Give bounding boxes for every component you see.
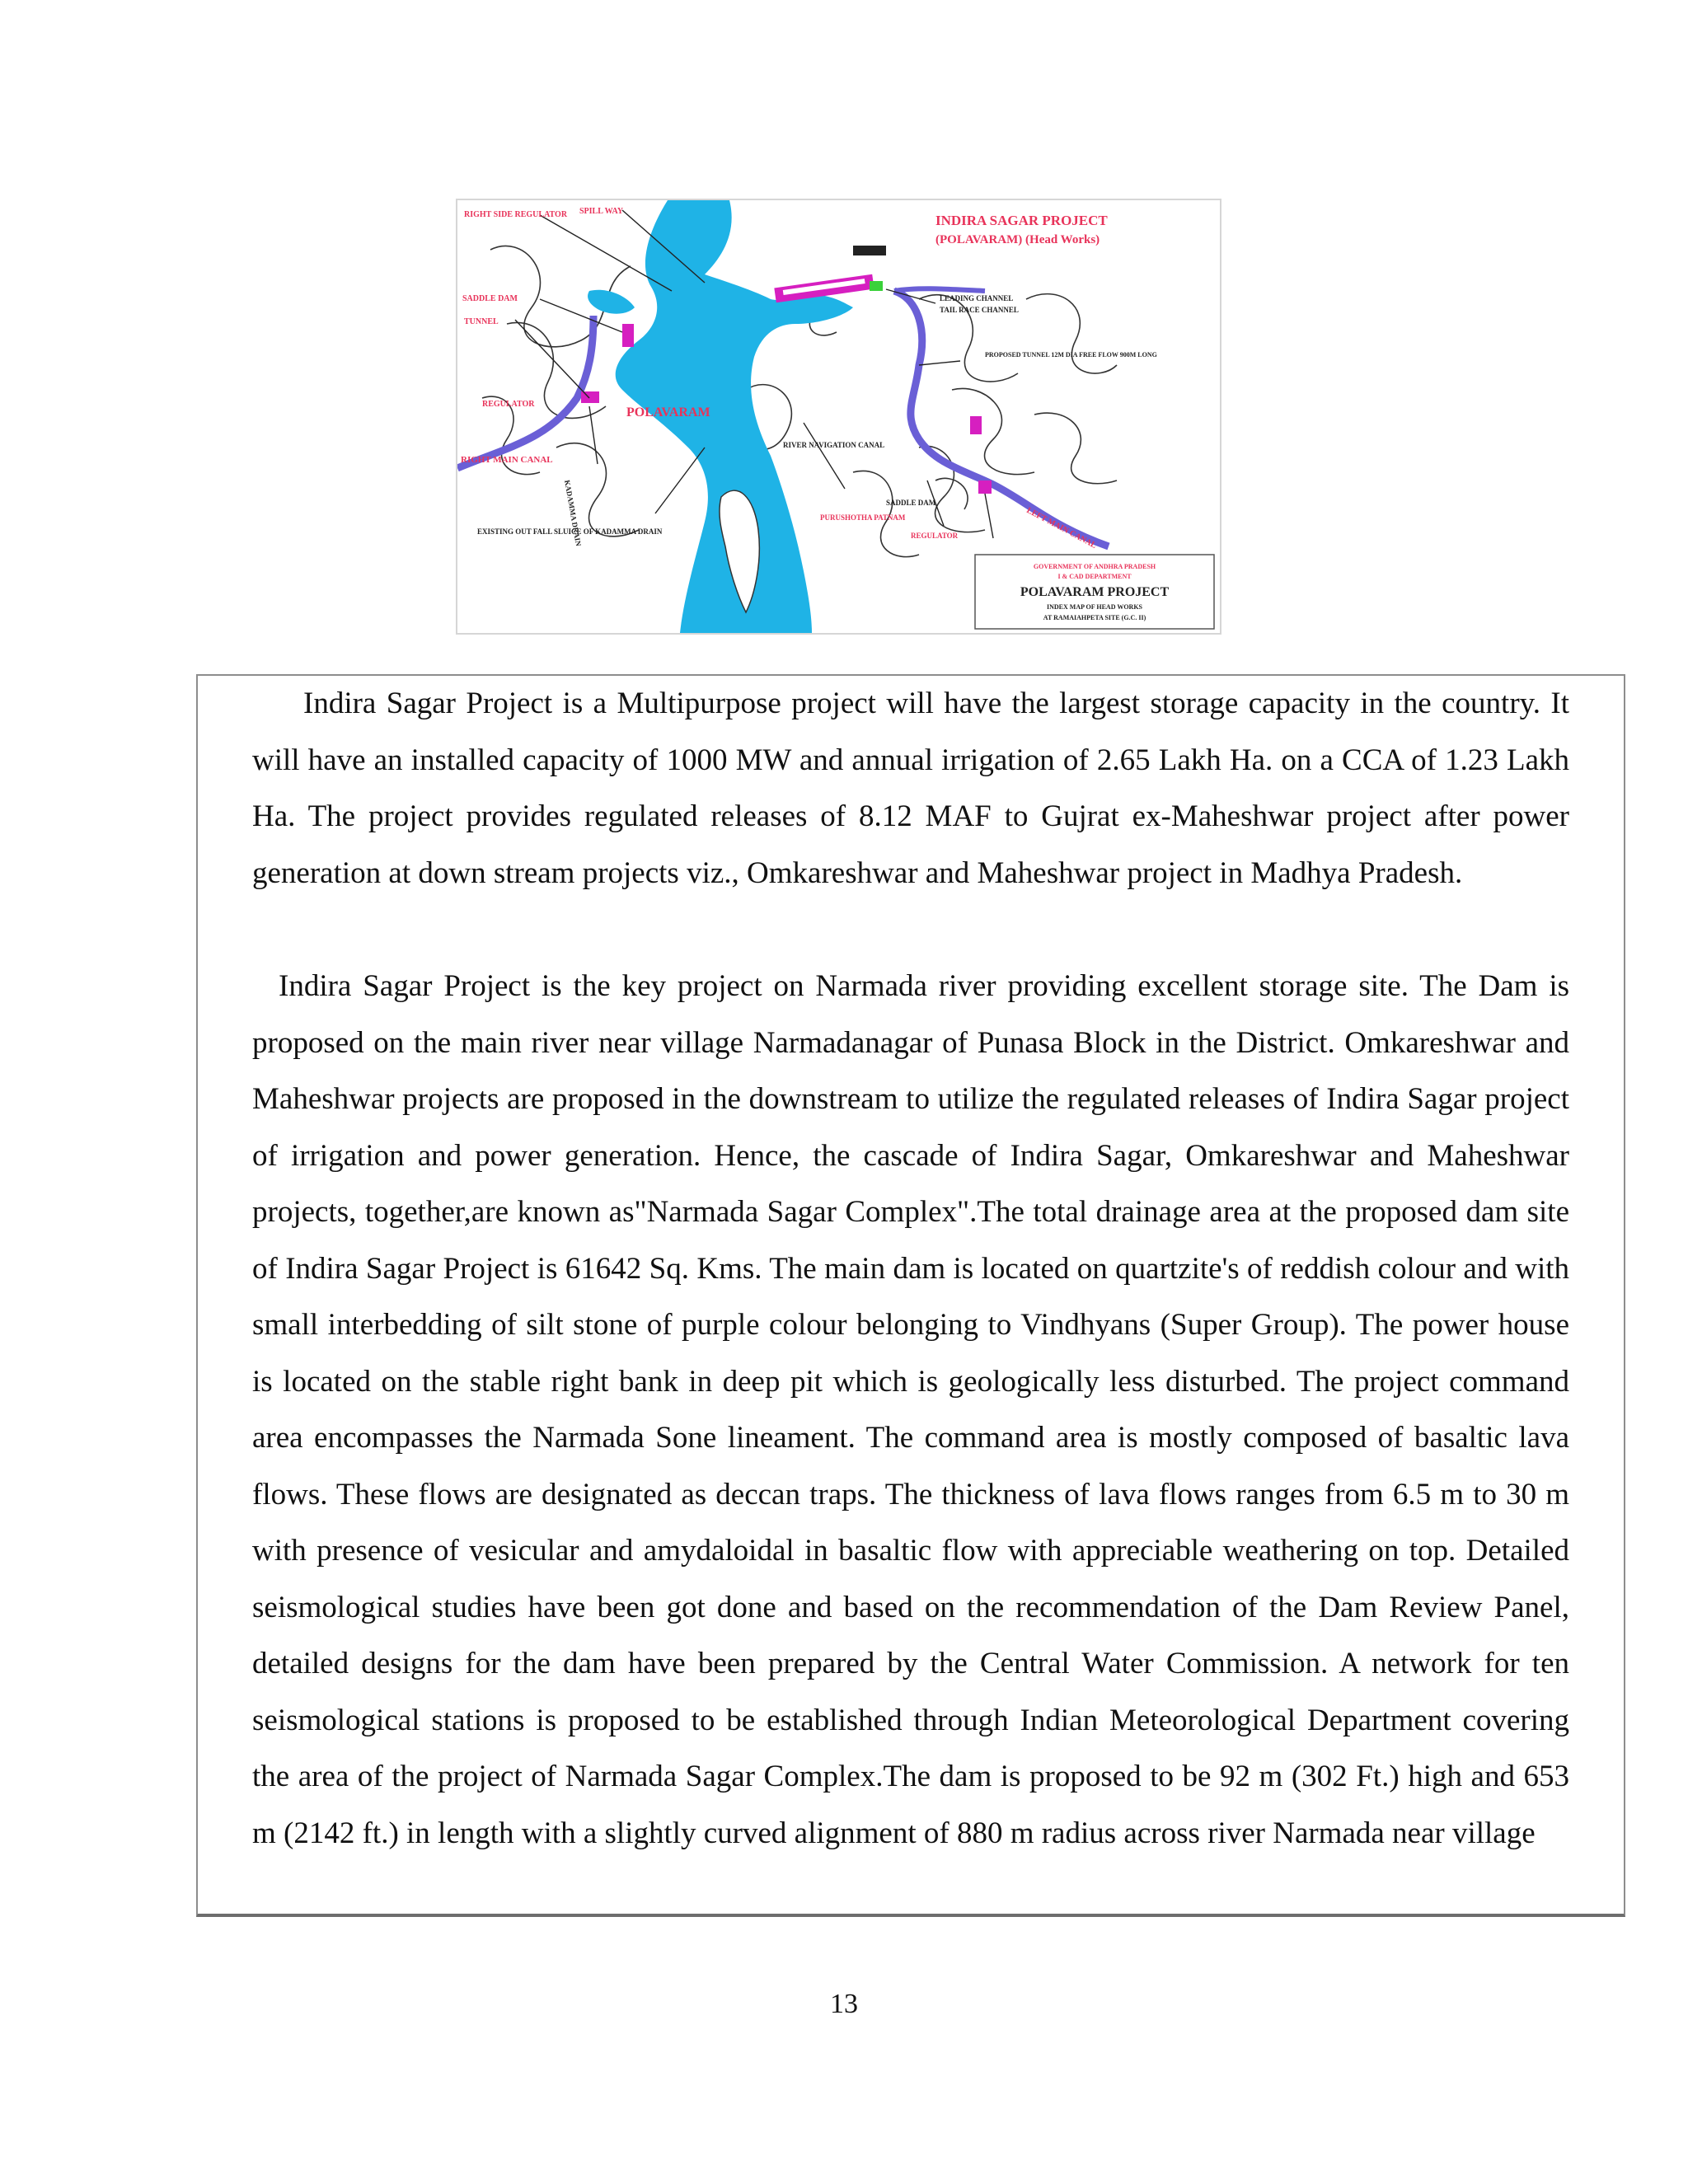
shed-block bbox=[853, 246, 886, 255]
text-box bbox=[196, 674, 1625, 1917]
label-purushotha-patnam: PURUSHOTHA PATNAM bbox=[820, 513, 906, 522]
label-right-side-regulator: RIGHT SIDE REGULATOR bbox=[464, 210, 568, 219]
label-saddle-dam-right: SADDLE DAM bbox=[886, 499, 936, 507]
label-polavaram: POLAVARAM bbox=[626, 405, 710, 419]
label-leading-channel: LEADING CHANNEL bbox=[940, 294, 1014, 302]
regulator-block-lower bbox=[978, 480, 992, 494]
label-proposed-tunnel: PROPOSED TUNNEL 12M DIA FREE FLOW 900M LONG bbox=[985, 351, 1157, 359]
powerhouse-block bbox=[870, 281, 883, 291]
river-arm bbox=[588, 290, 635, 314]
label-existing-out-fall: EXISTING OUT FALL SLUICE OF KADAMMA DRAIN bbox=[477, 527, 663, 536]
label-spill-way: SPILL WAY bbox=[579, 207, 624, 216]
label-left-main-canal: LEFT MAIN CANAL bbox=[1025, 505, 1099, 551]
map-svg bbox=[457, 200, 1220, 633]
project-map-figure bbox=[456, 199, 1221, 635]
label-regulator-right: REGULATOR bbox=[911, 532, 959, 540]
title-block-site: AT RAMAIAHPETA SITE (G.C. II) bbox=[1043, 614, 1146, 621]
label-kadamma: KADAMMA DRAIN bbox=[563, 479, 583, 547]
right-main-canal-line bbox=[457, 316, 593, 468]
saddle-dam-block bbox=[622, 324, 634, 347]
label-right-main-canal: RIGHT MAIN CANAL bbox=[461, 455, 553, 465]
regulator-block-left bbox=[581, 391, 599, 403]
title-block-index-map: INDEX MAP OF HEAD WORKS bbox=[1046, 603, 1143, 611]
regulator-block-right bbox=[970, 416, 982, 434]
title-block-government: GOVERNMENT OF ANDHRA PRADESH bbox=[1033, 563, 1156, 570]
approach-channel bbox=[894, 288, 985, 291]
page-number: 13 bbox=[830, 1989, 858, 2019]
label-tunnel: TUNNEL bbox=[464, 317, 499, 326]
title-block-department: I & CAD DEPARTMENT bbox=[1057, 573, 1132, 580]
map-title-block bbox=[975, 555, 1214, 629]
paragraph-1: Indira Sagar Project is a Multipurpose project will have the largest storage capacity in the country. It will have an installed capacity of 1000 MW and annual irrigation of 2.65 Lakh Ha. on a CCA of 1.23 Lakh Ha. The project provides regulated releases of 8.12 MAF to Gujrat ex-Maheshwar project after power generation at down stream projects viz., Omkareshwar and Maheshwar project in Madhya Pradesh. bbox=[252, 687, 1569, 890]
label-saddle-dam: SADDLE DAM bbox=[462, 294, 518, 303]
label-regulator-left: REGULATOR bbox=[482, 400, 535, 409]
label-navigation-canal: RIVER NAVIGATION CANAL bbox=[783, 441, 885, 449]
label-tail-race-channel: TAIL RACE CHANNEL bbox=[940, 306, 1019, 314]
map-title-line1: INDIRA SAGAR PROJECT bbox=[935, 213, 1108, 228]
title-block-polavaram-project: POLAVARAM PROJECT bbox=[1020, 585, 1170, 599]
map-title-line2: (POLAVARAM) (Head Works) bbox=[935, 233, 1100, 246]
paragraph-2: Indira Sagar Project is the key project on Narmada river providing excellent storage site. The Dam is proposed on the main river near village Narmadanagar of Punasa Block in the District. Omkareshwar and Maheshwar projects are proposed in the downstream to utilize the regulated releases of Indira Sagar project of irrigation and power generation. Hence, the cascade of Indira Sagar, Omkareshwar and Maheshwar projects, together,are known as"Narmada Sagar Complex".The total drainage area at the proposed dam site of Indira Sagar Project is 61642 Sq. Kms. The main dam is located on quartzite's of reddish colour and with small interbedding of silt stone of purple colour belonging to Vindhyans (Super Group). The power house is located on the stable right bank in deep pit which is geologically less disturbed. The project command area encompasses the Narmada Sone lineament. The command area is mostly composed of basaltic lava flows. These flows are designated as deccan traps. The thickness of lava flows ranges from 6.5 m to 30 m with presence of vesicular and amydaloidal in basaltic flow with appreciable weathering on top. Detailed seismological studies have been got done and based on the recommendation of the Dam Review Panel, detailed designs for the dam have been prepared by the Central Water Commission. A network for ten seismological stations is proposed to be established through Indian Meteorological Department covering the area of the project of Narmada Sagar Complex.The dam is proposed to be 92 m (302 Ft.) high and 653 m (2142 ft.) in length with a slightly curved alignment of 880 m radius across river Narmada near village bbox=[252, 969, 1569, 1850]
